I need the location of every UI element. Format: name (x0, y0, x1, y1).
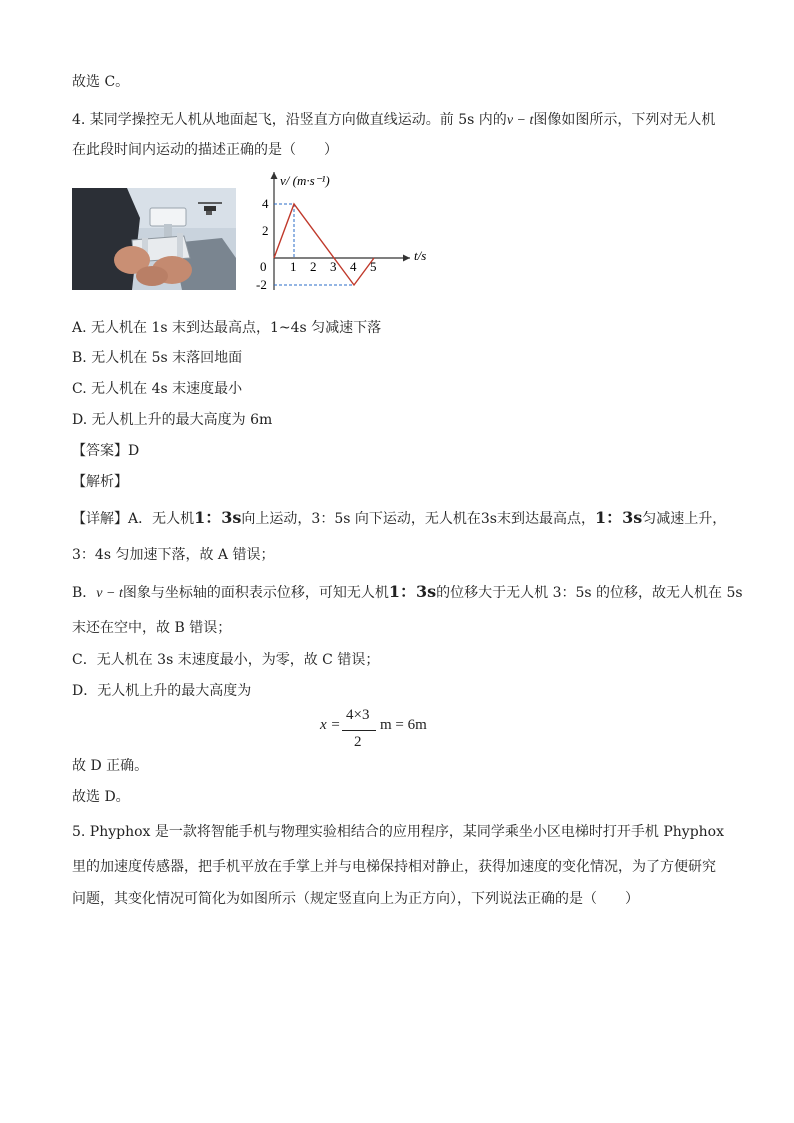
time-range-2: 1：3s (594, 508, 643, 527)
previous-answer: 故选 C。 (72, 74, 130, 90)
detail-a-part3: 匀减速上升， (642, 511, 727, 527)
x-tick-label: 3 (330, 259, 337, 274)
q5-line2: 里的加速度传感器，把手机平放在手掌上并与电梯保持相对静止，获得加速度的变化情况，为了方便研究 (72, 859, 716, 875)
equation-denominator: 2 (354, 734, 362, 750)
analysis-title: 【解析】 (72, 474, 128, 490)
x-tick-label: 2 (310, 259, 317, 274)
final-choice: 故选 D。 (72, 789, 130, 805)
y-tick-label: 2 (262, 223, 269, 238)
y-axis-label: v/ (m·s⁻¹) (280, 173, 330, 188)
option-c: C. 无人机在 4s 末速度最小 (72, 381, 243, 397)
x-tick-label: 5 (370, 259, 377, 274)
fraction-bar (342, 730, 376, 731)
option-d: D. 无人机上升的最大高度为 6m (72, 412, 273, 428)
option-b: B. 无人机在 5s 末落回地面 (72, 350, 243, 366)
y-tick-label: -2 (256, 277, 267, 292)
detail-a-line2: 3：4s 匀加速下落，故 A 错误； (72, 547, 275, 563)
detail-d: D．无人机上升的最大高度为 (72, 683, 252, 699)
y-tick-label: 4 (262, 196, 269, 211)
detail-a-part2: 向上运动，3：5s 向下运动，无人机在3s末到达最高点， (241, 511, 595, 527)
detail-b-line2: 末还在空中，故 B 错误； (72, 620, 232, 636)
x-axis-label: t/s (414, 248, 427, 263)
detail-b-line1 (72, 582, 743, 604)
answer-label: 【答案】D (72, 443, 140, 459)
height-equation (320, 707, 460, 757)
detail-b-part1: B． (72, 585, 97, 601)
x-tick-label: 0 (260, 259, 267, 274)
time-range-3: 1：3s (388, 582, 437, 601)
equation-rhs: m = 6m (380, 717, 427, 733)
q4-stem-line1 (72, 110, 715, 131)
velocity-time-chart (252, 168, 452, 298)
detail-d-correct: 故 D 正确。 (72, 758, 149, 774)
x-tick-label: 1 (290, 259, 297, 274)
time-range-1: 1：3s (194, 508, 242, 527)
q4-stem-part2: 图像如图所示，下列对无人机 (533, 112, 716, 128)
detail-a-line1 (72, 508, 726, 529)
q5-line3: 问题，其变化情况可简化为如图所示（规定竖直向上为正方向），下列说法正确的是（ ） (72, 891, 639, 907)
drone-controller-photo (72, 188, 236, 290)
q5-line1: 5. Phyphox 是一款将智能手机与物理实验相结合的应用程序，某同学乘坐小区电梯时打开手机 Phyphox (72, 824, 725, 840)
detail-a-part1: 【详解】A．无人机 (72, 511, 195, 527)
q4-vt-symbol: v − t (506, 113, 534, 128)
option-a: A. 无人机在 1s 末到达最高点，1~4s 匀减速下落 (72, 320, 382, 336)
q4-stem-line2: 在此段时间内运动的描述正确的是（ ） (72, 142, 338, 158)
q4-stem-part1: 4. 某同学操控无人机从地面起飞，沿竖直方向做直线运动。前 5s 内的 (72, 112, 507, 128)
detail-b-vt-symbol: v − t (96, 586, 123, 601)
x-tick-label: 4 (350, 259, 357, 274)
detail-c: C．无人机在 3s 末速度最小，为零，故 C 错误； (72, 652, 380, 668)
equation-numerator: 4×3 (346, 707, 370, 723)
detail-b-part3: 的位移大于无人机 3：5s 的位移，故无人机在 5s (436, 585, 743, 601)
detail-b-part2: 图象与坐标轴的面积表示位移，可知无人机 (122, 585, 389, 601)
equation-lhs: x = (320, 717, 341, 733)
velocity-series-line (274, 204, 374, 285)
